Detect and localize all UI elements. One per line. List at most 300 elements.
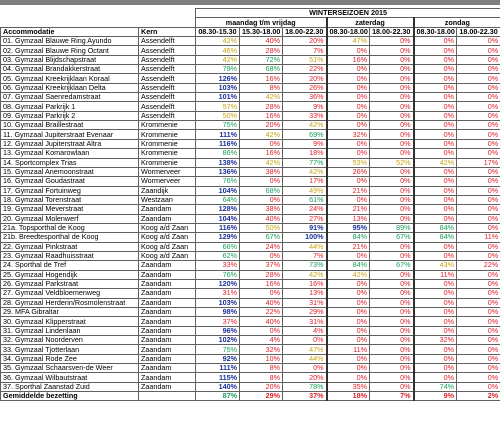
table-row [1,55,500,64]
occupancy-value: 42% [327,270,370,279]
average-label: Gemiddelde bezetting [1,392,139,401]
occupancy-value: 66% [196,242,240,251]
table-row [1,289,500,298]
occupancy-value: 102% [196,336,240,345]
kern-name: Krommenie [139,130,196,139]
kern-name: Wormerveer [139,167,196,176]
occupancy-value: 86% [196,149,240,158]
average-value: 2% [457,392,500,401]
occupancy-value: 72% [240,55,283,64]
occupancy-value: 22% [457,261,500,270]
kern-name: Koog a/d Zaan [139,251,196,260]
accommodation-name: 18. Gymzaal Torenstraat [1,195,139,204]
table-row [1,158,500,167]
group-weekdays: maandag t/m vrijdag [196,18,327,27]
occupancy-value: 33% [283,111,327,120]
table-row [1,65,500,74]
accommodation-name: 37. Sporthal Zaanstad Zuid [1,382,139,391]
occupancy-value: 0% [457,308,500,317]
occupancy-value: 42% [283,167,327,176]
occupancy-value: 0% [414,373,457,382]
occupancy-value: 47% [283,345,327,354]
kern-name: Zaandam [139,382,196,391]
occupancy-value: 0% [240,139,283,148]
occupancy-value: 24% [283,205,327,214]
accommodation-name: 05. Gymzaal Kreekrijklaan Koraal [1,74,139,83]
accommodation-name: 01. Gymzaal Blauwe Ring Ayundo [1,37,139,46]
occupancy-value: 0% [370,186,414,195]
occupancy-value: 0% [240,195,283,204]
accommodation-name: 33. Gymzaal Tjotterlaan [1,345,139,354]
occupancy-value: 0% [370,121,414,130]
occupancy-value: 0% [457,186,500,195]
occupancy-value: 0% [457,130,500,139]
accommodation-name: 34. Gymzaal Rode Zee [1,354,139,363]
accommodation-name: 21a. Topsporthal de Koog [1,223,139,232]
occupancy-value: 67% [370,233,414,242]
occupancy-value: 0% [457,93,500,102]
occupancy-value: 8% [240,83,283,92]
kern-name: Zaandam [139,289,196,298]
occupancy-value: 0% [370,195,414,204]
table-row [1,326,500,335]
occupancy-value: 10% [240,354,283,363]
occupancy-value: 98% [196,308,240,317]
occupancy-value: 0% [327,65,370,74]
occupancy-value: 7% [283,46,327,55]
accommodation-name: 11. Gymzaal Jupiterstraat Evenaar [1,130,139,139]
window-top-bar [0,0,500,5]
header-spacer-2 [1,18,196,27]
occupancy-value: 46% [196,46,240,55]
occupancy-value: 42% [283,121,327,130]
occupancy-value: 0% [414,186,457,195]
kern-name: Krommenie [139,121,196,130]
occupancy-value: 0% [327,111,370,120]
season-title: WINTERSEIZOEN 2015 [196,9,500,18]
occupancy-value: 69% [283,130,327,139]
accommodation-name: 22. Gymzaal Pinkstraat [1,242,139,251]
occupancy-value: 0% [370,83,414,92]
occupancy-value: 0% [414,298,457,307]
occupancy-value: 31% [283,317,327,326]
occupancy-value: 129% [196,233,240,242]
occupancy-value: 0% [370,149,414,158]
occupancy-value: 20% [240,121,283,130]
occupancy-value: 0% [414,83,457,92]
occupancy-value: 36% [283,93,327,102]
occupancy-value: 31% [283,298,327,307]
occupancy-value: 0% [370,354,414,363]
occupancy-value: 0% [457,46,500,55]
kern-name: Zaandam [139,308,196,317]
occupancy-value: 0% [327,364,370,373]
occupancy-value: 0% [414,279,457,288]
occupancy-value: 0% [414,74,457,83]
kern-name: Koog a/d Zaan [139,233,196,242]
occupancy-value: 0% [414,111,457,120]
occupancy-value: 0% [414,139,457,148]
occupancy-value: 21% [327,205,370,214]
occupancy-value: 26% [283,83,327,92]
occupancy-value: 37% [196,317,240,326]
table-row [1,195,500,204]
kern-name: Zaandam [139,261,196,270]
occupancy-value: 0% [327,102,370,111]
table-row [1,242,500,251]
occupancy-value: 111% [196,364,240,373]
occupancy-value: 0% [414,289,457,298]
occupancy-value: 0% [370,373,414,382]
accommodation-name: 12. Gymzaal Jupiterstraat Altra [1,139,139,148]
occupancy-value: 0% [327,177,370,186]
table-row [1,373,500,382]
occupancy-value: 128% [196,205,240,214]
occupancy-value: 104% [196,186,240,195]
occupancy-value: 91% [283,223,327,232]
group-sunday: zondag [414,18,500,27]
kern-name: Zaandam [139,364,196,373]
occupancy-value: 0% [327,74,370,83]
occupancy-value: 67% [240,233,283,242]
table-row [1,177,500,186]
occupancy-value: 0% [457,354,500,363]
accommodation-name: 27. Gymzaal Veldbloemenweg [1,289,139,298]
table-row [1,121,500,130]
occupancy-value: 9% [283,102,327,111]
kern-name: Assendelft [139,46,196,55]
occupancy-value: 4% [240,336,283,345]
occupancy-value: 0% [240,326,283,335]
occupancy-value: 0% [414,167,457,176]
occupancy-value: 0% [370,130,414,139]
accommodation-name: 15. Gymzaal Anemoonstraat [1,167,139,176]
table-row [1,205,500,214]
occupancy-value: 0% [414,364,457,373]
occupancy-value: 7% [283,251,327,260]
occupancy-value: 40% [240,37,283,46]
kern-name: Westzaan [139,195,196,204]
kern-name: Zaandam [139,205,196,214]
accommodation-name: 14. Sportcomplex Trias [1,158,139,167]
accommodation-name: 28. Gymzaal Herderin/Rosmolenstraat [1,298,139,307]
occupancy-value: 77% [283,158,327,167]
occupancy-value: 38% [240,167,283,176]
occupancy-value: 0% [457,214,500,223]
occupancy-value: 38% [240,205,283,214]
table-row [1,102,500,111]
occupancy-value: 27% [283,214,327,223]
occupancy-value: 0% [414,326,457,335]
occupancy-value: 0% [327,139,370,148]
occupancy-value: 0% [414,205,457,214]
accommodation-name: 23. Gymzaal Raadhuisstraat [1,251,139,260]
occupancy-value: 84% [414,233,457,242]
accommodation-name: 36. Gymzaal Wilbautstraat [1,373,139,382]
accommodation-name: 02. Gymzaal Blauwe Ring Octant [1,46,139,55]
occupancy-value: 0% [457,121,500,130]
table-row [1,251,500,260]
occupancy-value: 73% [283,261,327,270]
occupancy-value: 0% [283,364,327,373]
occupancy-value: 0% [414,121,457,130]
occupancy-value: 42% [240,93,283,102]
occupancy-value: 75% [196,121,240,130]
occupancy-value: 0% [457,74,500,83]
occupancy-value: 42% [196,37,240,46]
accommodation-name: 35. Gymzaal Schaarsven-de Weer [1,364,139,373]
occupancy-value: 52% [370,158,414,167]
occupancy-value: 0% [457,37,500,46]
occupancy-value: 67% [370,261,414,270]
occupancy-value: 0% [370,336,414,345]
kern-name: Krommenie [139,149,196,158]
occupancy-value: 0% [457,251,500,260]
occupancy-value: 0% [457,345,500,354]
accommodation-name: 17. Gymzaal Fortuinweg [1,186,139,195]
kern-name: Assendelft [139,74,196,83]
occupancy-value: 11% [327,345,370,354]
occupancy-value: 0% [370,270,414,279]
table-row [1,270,500,279]
kern-name: Assendelft [139,93,196,102]
table-row [1,37,500,46]
occupancy-value: 0% [457,195,500,204]
occupancy-value: 0% [414,149,457,158]
occupancy-value: 0% [457,317,500,326]
occupancy-value: 0% [370,317,414,326]
occupancy-value: 0% [370,364,414,373]
accommodation-name: 16. Gymzaal Goudastraat [1,177,139,186]
occupancy-value: 0% [327,308,370,317]
table-row [1,354,500,363]
occupancy-value: 16% [240,74,283,83]
accommodation-name: 26. Gymzaal Parkstraat [1,279,139,288]
average-kern [139,392,196,401]
occupancy-value: 103% [196,83,240,92]
kern-name: Zaandam [139,345,196,354]
occupancy-value: 0% [327,149,370,158]
accommodation-name: 25. Gymzaal Hogendijk [1,270,139,279]
occupancy-value: 0% [370,74,414,83]
accommodation-name: 10. Gymzaal Braillestraat [1,121,139,130]
occupancy-value: 20% [240,382,283,391]
occupancy-value: 40% [240,214,283,223]
occupancy-value: 32% [414,336,457,345]
occupancy-value: 31% [196,289,240,298]
table-row [1,93,500,102]
occupancy-value: 22% [283,65,327,74]
table-row [1,233,500,242]
occupancy-value: 0% [414,46,457,55]
occupancy-value: 0% [327,317,370,326]
occupancy-value: 0% [370,46,414,55]
occupancy-value: 0% [327,354,370,363]
kern-name: Zaandam [139,326,196,335]
kern-name: Zaandam [139,298,196,307]
occupancy-value: 51% [283,55,327,64]
occupancy-value: 96% [196,326,240,335]
occupancy-value: 0% [370,205,414,214]
occupancy-value: 44% [283,242,327,251]
occupancy-value: 0% [457,373,500,382]
occupancy-value: 0% [457,149,500,158]
occupancy-value: 0% [240,289,283,298]
slot-header: 18.00-22.30 [457,27,500,36]
occupancy-value: 0% [414,130,457,139]
occupancy-value: 68% [240,65,283,74]
occupancy-value: 28% [240,270,283,279]
accommodation-name: 13. Gymzaal Komarowlaan [1,149,139,158]
occupancy-value: 0% [457,298,500,307]
kern-name: Assendelft [139,111,196,120]
occupancy-value: 21% [327,242,370,251]
kern-name: Wormerveer [139,177,196,186]
occupancy-value: 42% [240,130,283,139]
occupancy-value: 0% [457,55,500,64]
occupancy-value: 0% [414,177,457,186]
occupancy-value: 0% [457,270,500,279]
occupancy-value: 111% [196,130,240,139]
occupancy-value: 76% [196,270,240,279]
occupancy-value: 0% [370,279,414,288]
occupancy-value: 29% [283,308,327,317]
occupancy-value: 0% [414,345,457,354]
occupancy-value: 47% [327,37,370,46]
occupancy-value: 95% [327,223,370,232]
kern-name: Koog a/d Zaan [139,242,196,251]
occupancy-value: 0% [457,167,500,176]
accommodation-name: 09. Gymzaal Parkrijk 2 [1,111,139,120]
occupancy-value: 0% [327,195,370,204]
occupancy-value: 89% [370,223,414,232]
occupancy-value: 11% [457,233,500,242]
occupancy-value: 37% [240,261,283,270]
occupancy-value: 0% [327,93,370,102]
occupancy-value: 0% [327,251,370,260]
occupancy-value: 0% [283,336,327,345]
accommodation-name: 31. Gymzaal Lindenlaan [1,326,139,335]
table-row [1,130,500,139]
occupancy-value: 0% [327,279,370,288]
average-value: 87% [196,392,240,401]
accommodation-name: 06. Gymzaal Kreekrijklaan Delta [1,83,139,92]
occupancy-value: 0% [414,93,457,102]
occupancy-value: 18% [283,149,327,158]
header-spacer [1,9,196,18]
occupancy-value: 28% [240,102,283,111]
table-row [1,317,500,326]
occupancy-value: 0% [327,46,370,55]
table-row [1,74,500,83]
occupancy-value: 0% [370,308,414,317]
occupancy-value: 0% [414,242,457,251]
occupancy-value: 0% [457,177,500,186]
table-row [1,83,500,92]
occupancy-value: 40% [240,317,283,326]
kern-name: Koog a/d Zaan [139,223,196,232]
table-row [1,149,500,158]
occupancy-value: 0% [457,223,500,232]
table-row [1,46,500,55]
occupancy-value: 79% [196,65,240,74]
occupancy-value: 0% [457,382,500,391]
occupancy-value: 16% [240,111,283,120]
occupancy-value: 120% [196,279,240,288]
occupancy-value: 0% [240,177,283,186]
occupancy-value: 0% [327,289,370,298]
occupancy-value: 0% [327,326,370,335]
accommodation-name: 24. Sporthal de Tref [1,261,139,270]
occupancy-value: 0% [370,289,414,298]
occupancy-value: 0% [370,251,414,260]
occupancy-value: 61% [283,195,327,204]
slot-header: 15.30-18.00 [240,27,283,36]
occupancy-value: 8% [240,364,283,373]
kern-name: Krommenie [139,158,196,167]
occupancy-value: 0% [457,326,500,335]
average-row [1,392,500,401]
occupancy-value: 0% [414,37,457,46]
occupancy-value: 0% [370,214,414,223]
occupancy-value: 33% [196,261,240,270]
table-row [1,279,500,288]
occupancy-value: 76% [196,177,240,186]
column-header-accommodatie: Accommodatie [1,27,139,36]
kern-name: Zaandam [139,214,196,223]
occupancy-value: 0% [457,83,500,92]
occupancy-value: 74% [414,382,457,391]
occupancy-value: 50% [196,111,240,120]
occupancy-value: 64% [196,195,240,204]
occupancy-value: 0% [327,121,370,130]
occupancy-value: 0% [414,308,457,317]
table-row [1,139,500,148]
accommodation-name: 08. Gymzaal Parkrijk 1 [1,102,139,111]
occupancy-value: 0% [457,65,500,74]
occupancy-table [0,8,500,401]
occupancy-value: 92% [196,354,240,363]
occupancy-value: 42% [283,270,327,279]
occupancy-value: 13% [283,289,327,298]
occupancy-value: 16% [283,279,327,288]
occupancy-value: 0% [370,93,414,102]
occupancy-value: 43% [414,261,457,270]
occupancy-value: 0% [370,326,414,335]
occupancy-value: 140% [196,382,240,391]
table-row [1,336,500,345]
occupancy-value: 11% [414,270,457,279]
occupancy-value: 100% [283,233,327,242]
occupancy-value: 84% [414,223,457,232]
occupancy-value: 62% [196,251,240,260]
occupancy-value: 17% [457,158,500,167]
occupancy-value: 103% [196,298,240,307]
accommodation-name: 19. Gymzaal Meverstraat [1,205,139,214]
occupancy-value: 0% [414,317,457,326]
occupancy-value: 0% [327,336,370,345]
occupancy-value: 16% [240,149,283,158]
occupancy-value: 50% [240,223,283,232]
occupancy-value: 138% [196,158,240,167]
occupancy-value: 22% [240,308,283,317]
average-value: 29% [240,392,283,401]
occupancy-value: 0% [370,298,414,307]
occupancy-value: 0% [240,251,283,260]
occupancy-value: 49% [283,186,327,195]
table-row [1,186,500,195]
occupancy-value: 32% [327,130,370,139]
